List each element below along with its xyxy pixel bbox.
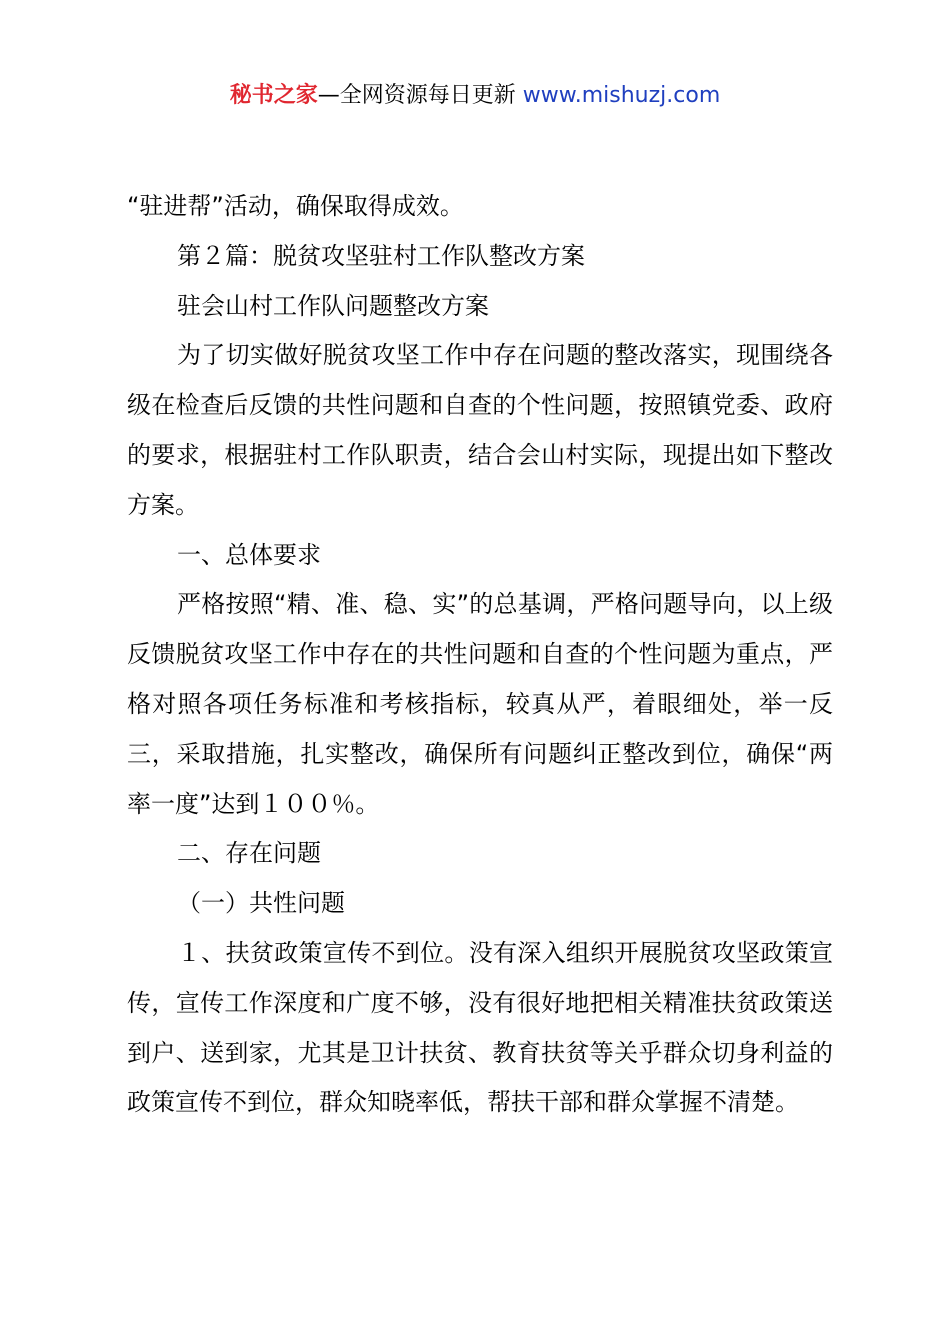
heading-general-requirements: 一、总体要求 [177,540,321,569]
brand-name: 秘书之家 [229,83,318,108]
paragraph-continuation: “驻进帮”活动，确保取得成效。 [127,192,464,220]
document-title: 驻会山村工作队问题整改方案 [177,291,489,320]
paragraph-requirements: 严格按照“精、准、稳、实”的总基调，严格问题导向，以上级反馈脱贫攻坚工作中存在的共性问题和自查的个性问题为重点，严格对照各项任务标准和考核指标，较真从严，着眼细处，举一反三，采取措施，扎实整改，确保所有问题纠正整改到位，确保“两率一度”达到１００％。 [127,590,833,818]
document-body [127,182,833,1128]
section-title: 第２篇：脱贫攻坚驻村工作队整改方案 [177,241,585,270]
website-link[interactable]: www.mishuzj.com [522,83,721,108]
paragraph-intro: 为了切实做好脱贫攻坚工作中存在问题的整改落实，现围绕各级在检查后反馈的共性问题和自查的个性问题，按照镇党委、政府的要求，根据驻村工作队职责，结合会山村实际，现提出如下整改方案。 [127,341,833,519]
subheading-common-problems: （一）共性问题 [177,889,345,918]
heading-existing-problems: 二、存在问题 [177,839,321,868]
paragraph-problem-1: １、扶贫政策宣传不到位。没有深入组织开展脱贫攻坚政策宣传，宣传工作深度和广度不够，没有很好地把相关精准扶贫政策送到户、送到家，尤其是卫计扶贫、教育扶贫等关乎群众切身利益的政策宣传不到位，群众知晓率低，帮扶干部和群众掌握不清楚。 [127,938,833,1117]
header-tagline: —全网资源每日更新 [317,83,516,108]
page-header [0,80,950,112]
